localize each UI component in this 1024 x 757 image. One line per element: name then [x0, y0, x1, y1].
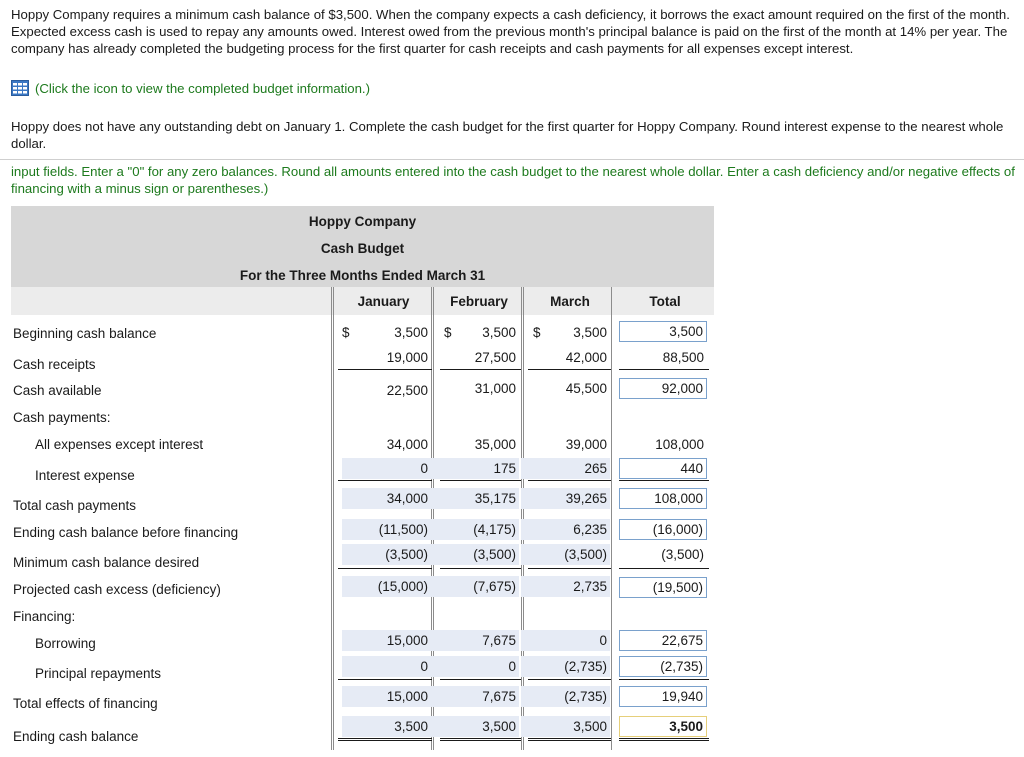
row-label: Ending cash balance before financing: [13, 525, 239, 540]
row-label: Cash receipts: [13, 357, 96, 372]
underline: [619, 480, 709, 481]
dollar-sign: $: [533, 325, 541, 340]
total-ending[interactable]: 3,500: [619, 716, 707, 737]
jan-ending[interactable]: 3,500: [342, 716, 431, 737]
total-borrowing[interactable]: 22,675: [619, 630, 707, 651]
row-label: Interest expense: [35, 468, 135, 483]
jan-available[interactable]: 22,500: [386, 383, 428, 398]
jan-minimum[interactable]: (3,500): [342, 544, 431, 565]
underline: [440, 369, 521, 370]
mar-ending-before[interactable]: 6,235: [521, 519, 610, 540]
feb-excess[interactable]: (7,675): [430, 576, 519, 597]
row-label: Minimum cash balance desired: [13, 555, 200, 570]
jan-excess[interactable]: (15,000): [342, 576, 431, 597]
feb-total-financing[interactable]: 7,675: [430, 686, 519, 707]
row-label: Principal repayments: [35, 666, 162, 681]
mar-expenses[interactable]: 39,000: [565, 437, 607, 452]
view-budget-link-text[interactable]: (Click the icon to view the completed budget information.): [35, 80, 370, 96]
mar-beginning[interactable]: 3,500: [573, 325, 607, 340]
underline: [619, 369, 709, 370]
total-total-financing[interactable]: 19,940: [619, 686, 707, 707]
row-label: Cash payments:: [13, 410, 111, 425]
jan-principal[interactable]: 0: [342, 656, 431, 677]
budget-title: Cash Budget: [320, 241, 405, 256]
total-excess[interactable]: (19,500): [619, 577, 707, 598]
row-label: Borrowing: [35, 636, 96, 651]
double-underline: [619, 738, 709, 741]
underline: [619, 568, 709, 569]
jan-total-financing[interactable]: 15,000: [342, 686, 431, 707]
mar-principal[interactable]: (2,735): [521, 656, 610, 677]
mar-total-payments[interactable]: 39,265: [521, 488, 610, 509]
feb-expenses[interactable]: 35,000: [474, 437, 516, 452]
feb-ending[interactable]: 3,500: [430, 716, 519, 737]
total-available[interactable]: 92,000: [619, 378, 707, 399]
underline: [619, 679, 709, 680]
mar-borrowing[interactable]: 0: [521, 630, 610, 651]
double-underline: [528, 738, 611, 741]
company-name: Hoppy Company: [308, 214, 417, 229]
underline: [440, 480, 521, 481]
underline: [338, 568, 432, 569]
budget-period: For the Three Months Ended March 31: [239, 268, 486, 283]
total-ending-before[interactable]: (16,000): [619, 519, 707, 540]
total-beginning[interactable]: 3,500: [619, 321, 707, 342]
row-label: Financing:: [13, 609, 76, 624]
underline: [338, 679, 432, 680]
jan-expenses[interactable]: 34,000: [386, 437, 428, 452]
feb-minimum[interactable]: (3,500): [430, 544, 519, 565]
col-separator: [331, 287, 334, 750]
total-minimum[interactable]: (3,500): [661, 547, 704, 562]
col-total: Total: [649, 294, 681, 309]
row-label: Total effects of financing: [13, 696, 158, 711]
budget-header: [11, 206, 714, 287]
jan-ending-before[interactable]: (11,500): [342, 519, 431, 540]
row-label: Cash available: [13, 383, 102, 398]
feb-total-payments[interactable]: 35,175: [430, 488, 519, 509]
row-label: Ending cash balance: [13, 729, 139, 744]
mar-interest[interactable]: 265: [521, 458, 610, 479]
feb-principal[interactable]: 0: [430, 656, 519, 677]
mar-available[interactable]: 45,500: [565, 381, 607, 396]
underline: [528, 568, 611, 569]
jan-interest[interactable]: 0: [342, 458, 431, 479]
underline: [528, 369, 611, 370]
feb-interest[interactable]: 175: [430, 458, 519, 479]
mar-excess[interactable]: 2,735: [521, 576, 610, 597]
row-label: Beginning cash balance: [13, 326, 157, 341]
total-interest[interactable]: 440: [619, 458, 707, 479]
double-underline: [338, 738, 432, 741]
instruction-text: input fields. Enter a "0" for any zero balances. Round all amounts entered into the cash budget to the nearest whole dollar. Enter a cash deficiency and/or negative effects of financing with a minus sign or parentheses.): [11, 164, 1015, 196]
mar-ending[interactable]: 3,500: [521, 716, 610, 737]
feb-available[interactable]: 31,000: [474, 381, 516, 396]
divider: [0, 159, 1024, 160]
double-underline: [440, 738, 521, 741]
column-headers: [11, 287, 714, 315]
feb-beginning[interactable]: 3,500: [482, 325, 516, 340]
total-total-payments[interactable]: 108,000: [619, 488, 707, 509]
dollar-sign: $: [342, 325, 350, 340]
jan-total-payments[interactable]: 34,000: [342, 488, 431, 509]
col-separator: [611, 287, 614, 750]
table-grid-icon[interactable]: [11, 80, 29, 96]
total-principal[interactable]: (2,735): [619, 656, 707, 677]
row-label: Projected cash excess (deficiency): [13, 582, 221, 597]
underline: [440, 568, 521, 569]
mar-receipts[interactable]: 42,000: [565, 350, 607, 365]
mar-total-financing[interactable]: (2,735): [521, 686, 610, 707]
row-label: Total cash payments: [13, 498, 137, 513]
underline: [338, 480, 432, 481]
jan-receipts[interactable]: 19,000: [386, 350, 428, 365]
col-february: February: [450, 294, 508, 309]
total-receipts[interactable]: 88,500: [662, 350, 704, 365]
dollar-sign: $: [444, 325, 452, 340]
underline: [528, 480, 611, 481]
question-text: Hoppy does not have any outstanding debt on January 1. Complete the cash budget for the first quarter for Hoppy Company. Round interest expense to the nearest whole dollar.: [11, 119, 1004, 151]
underline: [528, 679, 611, 680]
feb-receipts[interactable]: 27,500: [474, 350, 516, 365]
feb-borrowing[interactable]: 7,675: [430, 630, 519, 651]
jan-beginning[interactable]: 3,500: [394, 325, 428, 340]
col-march: March: [550, 294, 590, 309]
mar-minimum[interactable]: (3,500): [521, 544, 610, 565]
col-january: January: [357, 294, 410, 309]
jan-borrowing[interactable]: 15,000: [342, 630, 431, 651]
row-label: All expenses except interest: [35, 437, 204, 452]
total-expenses[interactable]: 108,000: [655, 437, 704, 452]
problem-intro: Hoppy Company requires a minimum cash balance of $3,500. When the company expects a cash deficiency, it borrows the exact amount required on the first of the month. Expected excess cash is used to repay any amounts owed. Interest owed from the previous month's principal balance is paid on the first of the month at 14% per year. The company has already completed the budgeting process for the first quarter for cash receipts and cash payments for all expenses except interest.: [11, 7, 1010, 56]
underline: [440, 679, 521, 680]
feb-ending-before[interactable]: (4,175): [430, 519, 519, 540]
underline: [338, 369, 432, 370]
view-budget-link[interactable]: [11, 80, 370, 96]
